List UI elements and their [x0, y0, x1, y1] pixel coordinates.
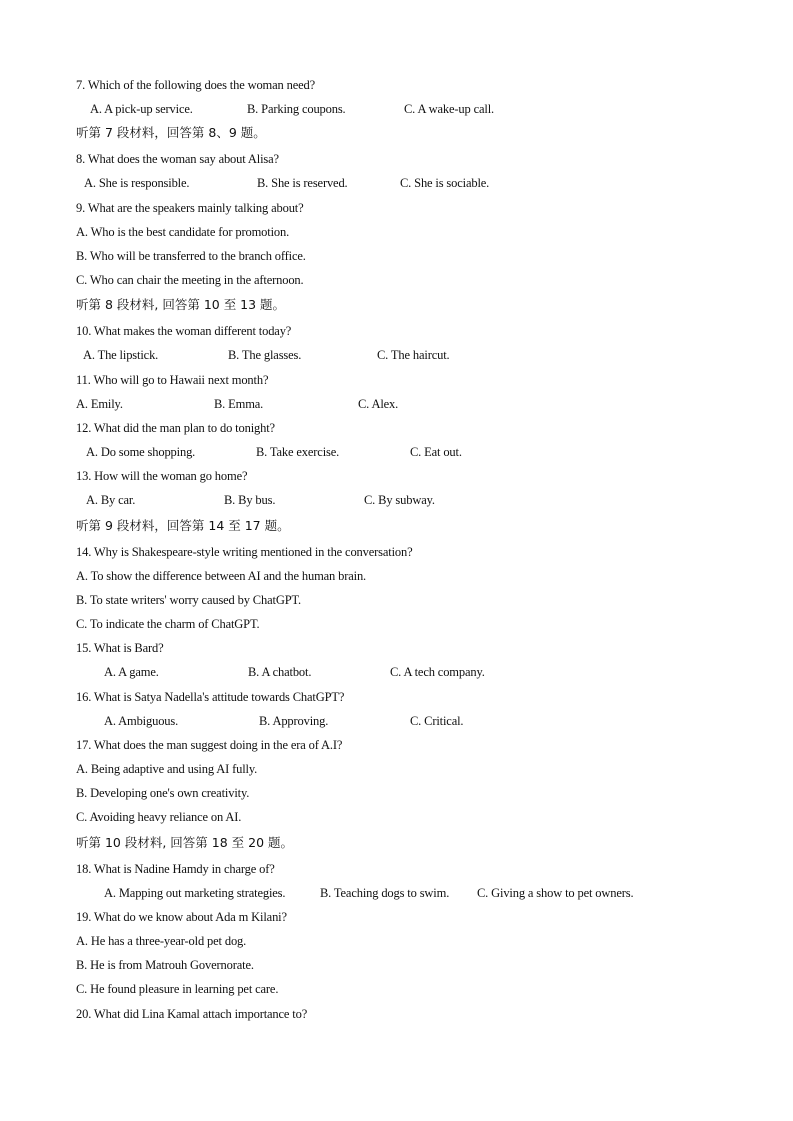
option-c: C. A tech company. [390, 665, 485, 679]
option-a: A. The lipstick. [83, 348, 159, 362]
option-a: A. She is responsible. [84, 176, 190, 190]
option-b: B. A chatbot. [248, 665, 312, 679]
option-c: C. A wake-up call. [404, 102, 494, 116]
option-b: B. Emma. [214, 397, 264, 411]
option-b: B. Parking coupons. [247, 102, 346, 116]
option-b: B. She is reserved. [257, 176, 348, 190]
option-a: A. Mapping out marketing strategies. [104, 886, 286, 900]
option-b: B. Approving. [259, 714, 329, 728]
option-c: C. Alex. [358, 397, 399, 411]
option-a: A. A pick-up service. [90, 102, 193, 116]
option-c: C. By subway. [364, 493, 435, 507]
option-b: B. The glasses. [228, 348, 302, 362]
option-a: A. Emily. [76, 397, 123, 411]
option-b: B. By bus. [224, 493, 276, 507]
option-c: C. Critical. [410, 714, 464, 728]
option-a: A. By car. [86, 493, 136, 507]
option-c: C. Eat out. [410, 445, 462, 459]
option-a: A. Ambiguous. [104, 714, 179, 728]
option-a: A. Do some shopping. [86, 445, 196, 459]
exam-page: 7. Which of the following does the woman need? A. A pick-up service. B. Parking coupons. C. A wake-up call. 听第 7 段材料，回答第 8、9 题。 8. What does the woman say about Alisa? A. She is responsible. B. She is reserved. C. She is sociable. 9. What are the speakers mainly talking about? A. Who is the best candidate for promotion. B. Who will be transferred to the branch office. C. Who can chair the meeting in the afternoon. 听第 8 段材料, 回答第 10 至 13 题。 10. What makes the woman different today? A. The lipstick. B. The glasses. C. The haircut. 11. Who will go to Hawaii next month? A. Emily. B. Emma. C. Alex. 12. What did the man plan to do tonight? A. Do some shopping. B. Take exercise. C. Eat out. 13. How will the woman go home? A. By car. B. By bus. C. By subway. 听第 9 段材料，回答第 14 至 17 题。 14. Why is Shakespeare-style writing mentioned in the conversation? A. To show the difference between AI and the human brain. B. To state writers' worry caused by ChatGPT. C. To indicate the charm of ChatGPT. 15. What is Bard? A. A game. B. A chatbot. C. A tech company. 16. What is Satya Nadella's attitude towards ChatGPT? A. Ambiguous. B. Approving. C. Critical. 17. What does the man suggest doing in the era of A.I? A. Being adaptive and using AI fully. B. Developing one's own creativity. C. Avoiding heavy reliance on AI. 听第 10 段材料, 回答第 18 至 20 题。 18. What is Nadine Hamdy in charge of? A. Mapping out marketing strategies. B. Teaching dogs to swim. C. Giving a show to pet owners. 19. What do we know about Ada m Kilani? A. He has a three-year-old pet dog. B. He is from Matrouh Governorate. C. He found pleasure in learning pet care. 20. What did Lina Kamal attach importance to? [76, 78, 634, 1021]
option-c: C. The haircut. [377, 348, 450, 362]
option-b: B. Take exercise. [256, 445, 340, 459]
option-c: C. She is sociable. [400, 176, 490, 190]
option-b: B. Teaching dogs to swim. [320, 886, 450, 900]
option-a: A. A game. [104, 665, 159, 679]
option-c: C. Giving a show to pet owners. [477, 886, 634, 900]
